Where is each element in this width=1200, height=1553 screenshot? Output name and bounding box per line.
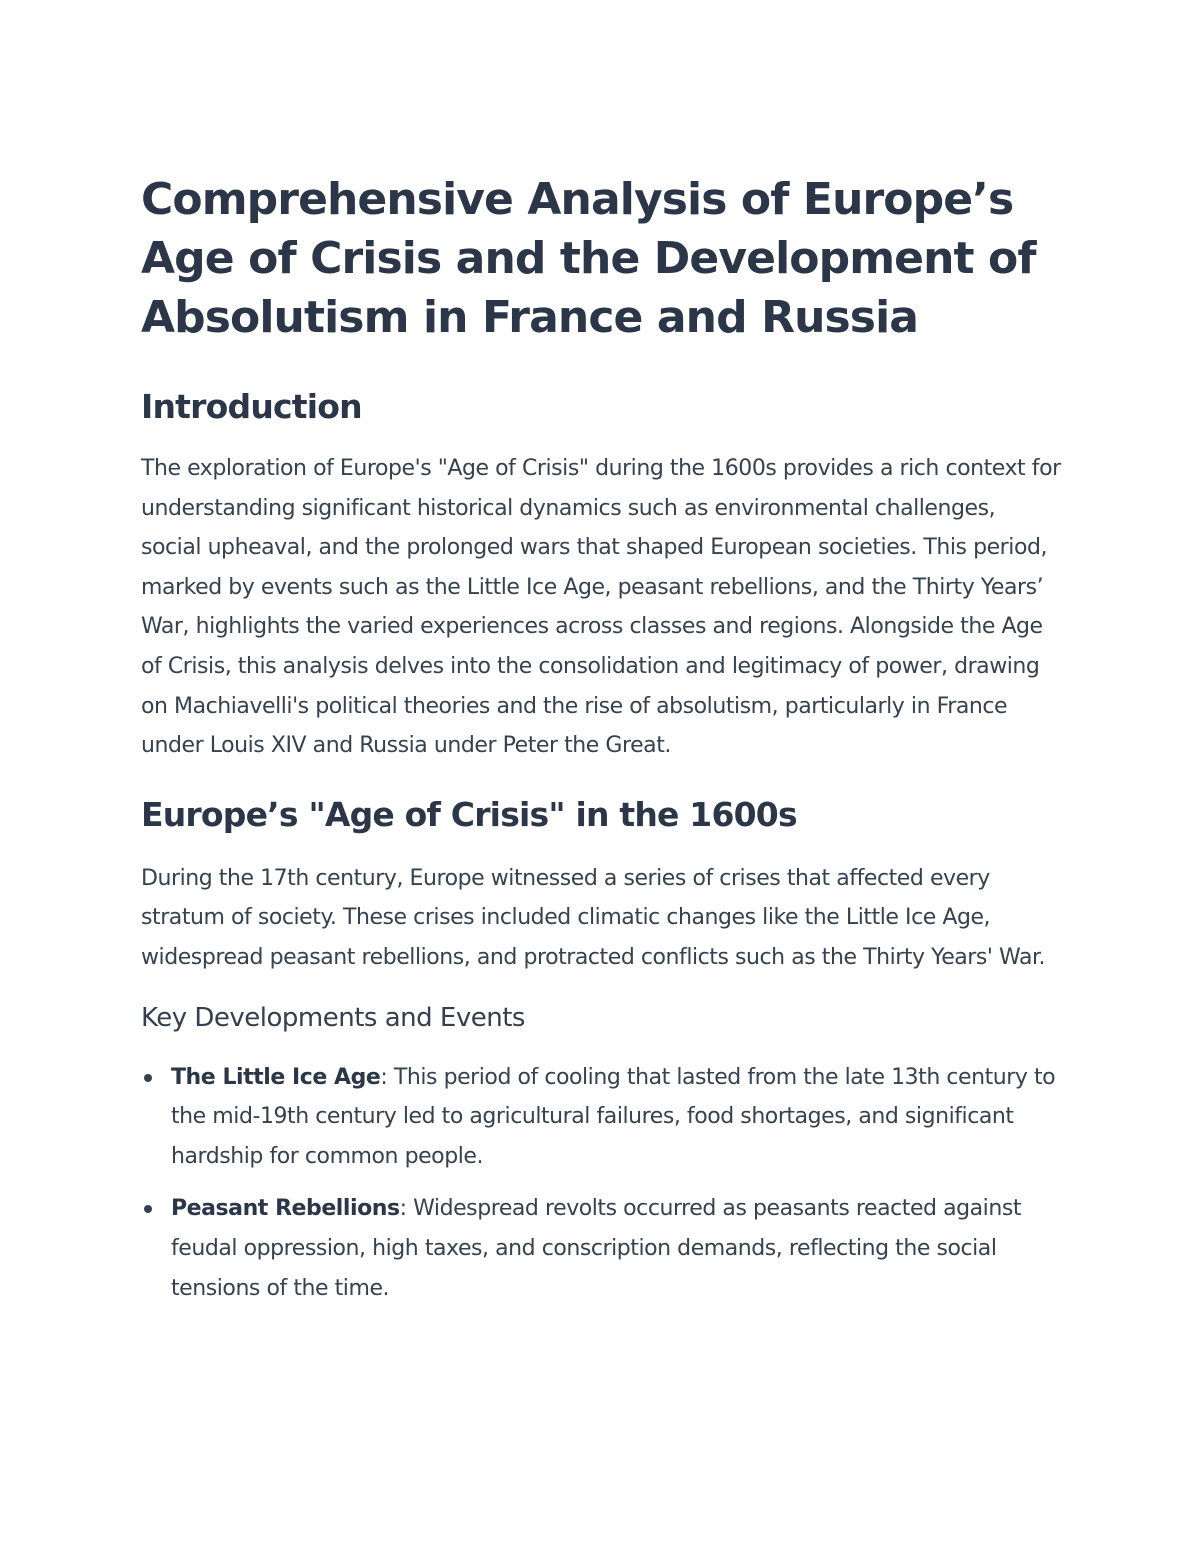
section-heading-age-of-crisis: Europe’s "Age of Crisis" in the 1600s bbox=[141, 794, 797, 834]
bullet-icon bbox=[144, 1074, 152, 1082]
list-item-text: : This period of cooling that lasted from the late 13th century to the mid-19th century led to agricultural failures, food shortages, and significant hardship for common people. bbox=[171, 1064, 1056, 1169]
document-page bbox=[141, 170, 1061, 1321]
subheading-key-developments: Key Developments and Events bbox=[141, 1002, 525, 1033]
list-item bbox=[141, 1058, 1061, 1177]
key-developments-list bbox=[141, 1058, 1061, 1309]
list-item-term: The Little Ice Age bbox=[171, 1064, 381, 1090]
age-of-crisis-paragraph: During the 17th century, Europe witnessed a series of crises that affected every stratum of society. These crises included climatic changes like the Little Ice Age, widespread peasant rebellions, and protracted conflicts such as the Thirty Years' War. bbox=[141, 865, 1046, 970]
section-heading-introduction: Introduction bbox=[141, 387, 362, 426]
list-item-text: : Widespread revolts occurred as peasants reacted against feudal oppression, high taxes, and conscription demands, reflecting the social tensions of the time. bbox=[171, 1196, 1022, 1301]
bullet-icon bbox=[144, 1205, 152, 1213]
introduction-paragraph: The exploration of Europe's "Age of Crisis" during the 1600s provides a rich context for understanding significant historical dynamics such as environmental challenges, social upheaval, and the prolonged wars that shaped European societies. This period, marked by events such as the Little Ice Age, peasant rebellions, and the Thirty Years’ War, highlights the varied experiences across classes and regions. Alongside the Age of Crisis, this analysis delves into the consolidation and legitimacy of power, drawing on Machiavelli's political theories and the rise of absolutism, particularly in France under Louis XIV and Russia under Peter the Great. bbox=[141, 456, 1061, 759]
list-item bbox=[141, 1189, 1061, 1308]
document-title: Comprehensive Analysis of Europe’s Age of Crisis and the Development of Absolutism in France and Russia bbox=[141, 174, 1036, 343]
list-item-term: Peasant Rebellions bbox=[171, 1196, 400, 1222]
